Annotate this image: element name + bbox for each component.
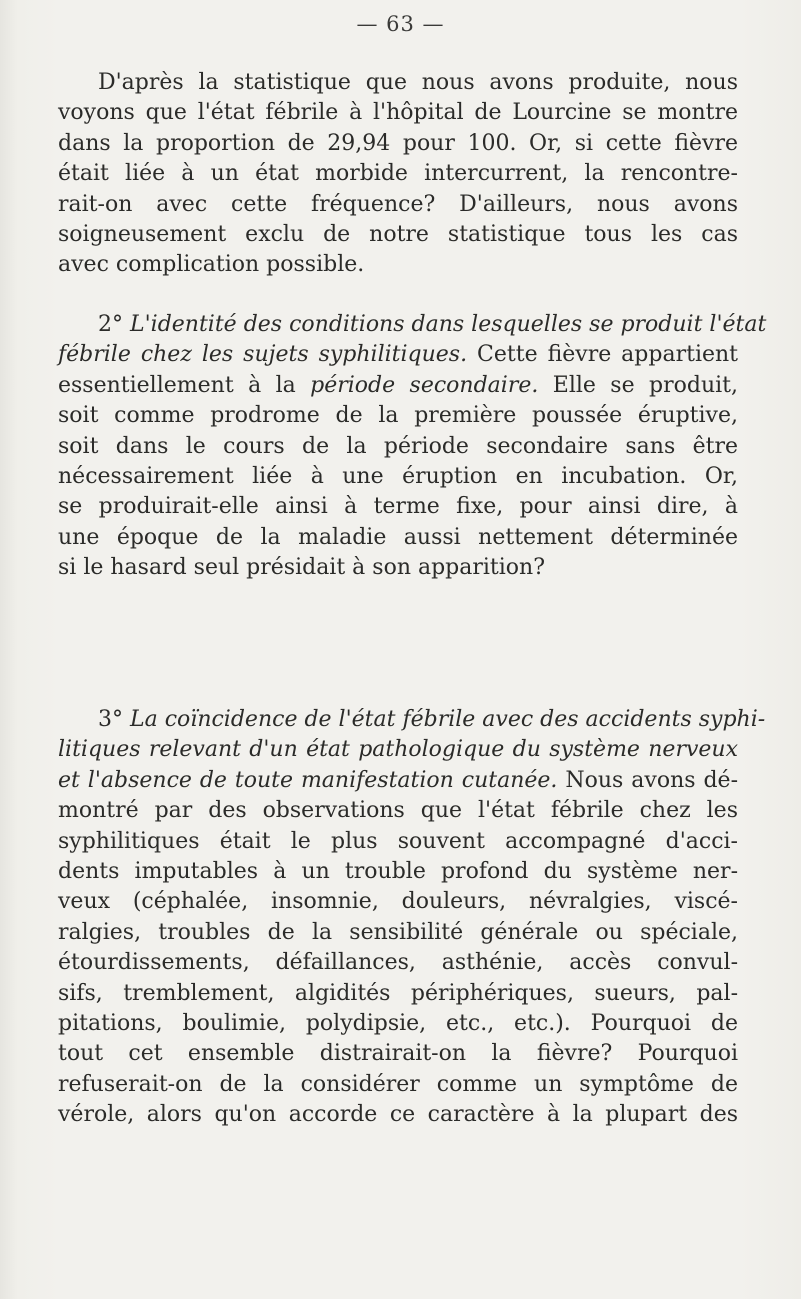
text-line: nécessairement liée à une éruption en incubation. Or, xyxy=(58,463,738,489)
text-line xyxy=(58,766,738,796)
text-line xyxy=(58,340,738,370)
text-line xyxy=(58,310,767,340)
text-line: vérole, alors qu'on accorde ce caractère à la plupart des xyxy=(58,1102,738,1128)
text-line: soit comme prodrome de la première poussée éruptive, xyxy=(58,403,738,429)
text-run: Elle se produit, xyxy=(538,372,738,398)
text-line: dans la proportion de 29,94 pour 100. Or, si cette fièvre xyxy=(58,130,738,156)
text-line: montré par des observations que l'état fébrile chez les xyxy=(58,798,738,824)
paragraph-1 xyxy=(58,68,738,281)
text-line: rait-on avec cette fréquence? D'ailleurs, nous avons xyxy=(58,191,738,217)
text-line: soigneusement exclu de notre statistique tous les cas xyxy=(58,221,738,247)
text-line: tout cet ensemble distrairait-on la fièvre? Pourquoi xyxy=(58,1041,738,1067)
text-line: D'après la statistique que nous avons produite, nous xyxy=(98,70,738,95)
text-line: était liée à un état morbide intercurrent, la rencontre- xyxy=(58,161,738,187)
text-line: pitations, boulimie, polydipsie, etc., etc.). Pourquoi de xyxy=(58,1010,738,1036)
text-line: soit dans le cours de la période secondaire sans être xyxy=(58,433,738,459)
text-line: refuserait-on de la considérer comme un symptôme de xyxy=(58,1071,738,1097)
text-line: veux (céphalée, insomnie, douleurs, névralgies, viscé- xyxy=(58,889,738,915)
page-number: — 63 — xyxy=(356,12,445,36)
section-number: 2° xyxy=(98,312,130,337)
paragraph-3 xyxy=(58,705,766,1130)
text-line: se produirait-elle ainsi à terme fixe, pour ainsi dire, à xyxy=(58,494,738,520)
text-line: ralgies, troubles de la sensibilité générale ou spéciale, xyxy=(58,919,738,945)
text-line xyxy=(58,371,738,401)
text-line: voyons que l'état fébrile à l'hôpital de Lourcine se montre xyxy=(58,100,738,126)
emphasis-italic: période secondaire. xyxy=(310,372,539,398)
text-line xyxy=(58,705,766,735)
text-line: sifs, tremblement, algidités périphériques, sueurs, pal- xyxy=(58,980,738,1006)
text-line: avec complication possible. xyxy=(58,252,365,278)
section-heading-italic: fébrile chez les sujets syphilitiques. xyxy=(58,342,468,368)
section-heading-italic: litiques relevant d'un état pathologique du système nerveux xyxy=(58,737,738,763)
text-line: si le hasard seul présidait à son apparition? xyxy=(58,555,546,581)
text-line: dents imputables à un trouble profond du système ner- xyxy=(58,858,738,884)
text-line xyxy=(58,735,738,765)
paragraph-2 xyxy=(58,310,767,584)
text-line: syphilitiques était le plus souvent accompagné d'acci- xyxy=(58,828,738,854)
text-line: étourdissements, défaillances, asthénie, accès convul- xyxy=(58,950,738,976)
text-run: Cette fièvre appartient xyxy=(467,342,739,368)
section-heading-italic: et l'absence de toute manifestation cutanée. xyxy=(58,767,558,793)
section-heading-italic: La coïncidence de l'état fébrile avec des accidents syphi- xyxy=(130,707,766,732)
text-run: essentiellement à la xyxy=(58,372,311,398)
text-line: une époque de la maladie aussi nettement déterminée xyxy=(58,524,738,550)
section-heading-italic: L'identité des conditions dans lesquelles se produit l'état xyxy=(130,312,767,337)
section-number: 3° xyxy=(98,707,130,732)
text-run: Nous avons dé- xyxy=(557,767,739,793)
